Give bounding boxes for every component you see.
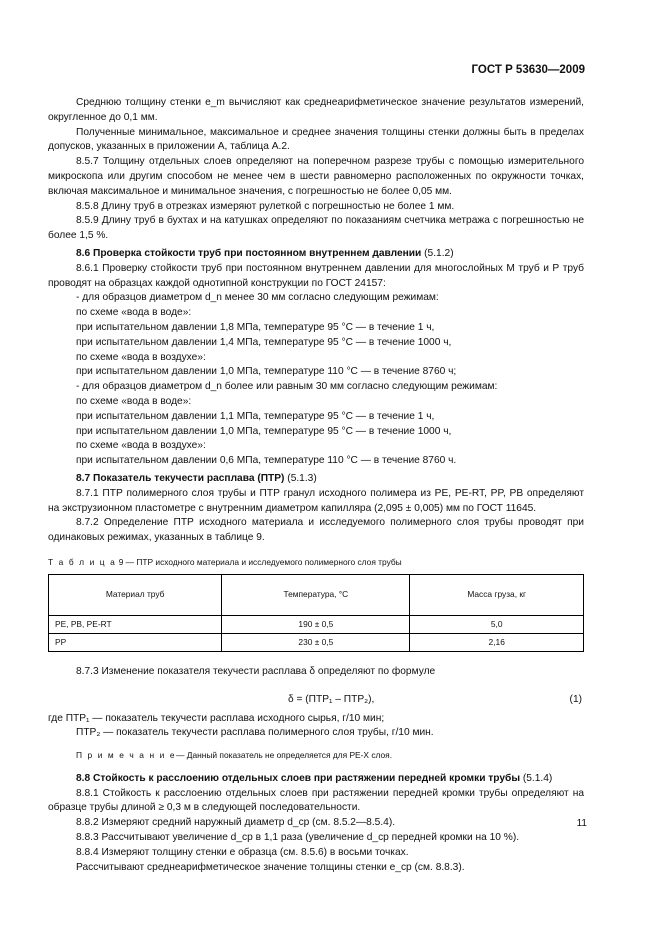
table-caption: Т а б л и ц а 9 — ПТР исходного материала и исследуемого полимерного слоя трубы bbox=[48, 556, 402, 567]
paragraph: - для образцов диаметром d_n менее 30 мм согласно следующим режимам: bbox=[76, 292, 439, 304]
paragraph: при испытательном давлении 1,4 МПа, температуре 95 °С — в течение 1000 ч, bbox=[76, 336, 452, 348]
section-heading-8-7: 8.7 Показатель текучести расплава (ПТР) (5.1.3) bbox=[76, 472, 317, 484]
paragraph: 8.5.7 Толщину отдельных слоев определяют на поперечном разрезе трубы с помощью измерительного микроскопа или другим способом не менее чем в шести равномерно расположенных по окружности точках, включая максимальное и минимальное значения, с погрешностью не более 0,05 мм. bbox=[48, 156, 584, 197]
paragraph: 8.5.8 Длину труб в отрезках измеряют рулеткой с погрешностью не более 1 мм. bbox=[76, 200, 455, 212]
paragraph: Полученные минимальное, максимальное и среднее значения толщины стенки должны быть в пределах допусков, указанных в приложении А, таблица А.2. bbox=[48, 126, 584, 153]
table-row: PP 230 ± 0,5 2,16 bbox=[49, 633, 584, 651]
paragraph: - для образцов диаметром d_n более или равным 30 мм согласно следующим режимам: bbox=[76, 381, 498, 393]
formula-expression: δ = (ПТР₁ – ПТР₂), bbox=[288, 693, 375, 705]
paragraph: по схеме «вода в воздухе»: bbox=[76, 440, 206, 452]
formula-legend: ПТР₂ — показатель текучести расплава полимерного слоя трубы, г/10 мин. bbox=[76, 727, 434, 739]
paragraph: 8.7.2 Определение ПТР исходного материала и исследуемого полимерного слоя трубы проводят при одинаковых режимах, указанных в таблице 9. bbox=[48, 517, 584, 544]
page-number: 11 bbox=[576, 818, 587, 829]
paragraph: по схеме «вода в воде»: bbox=[76, 395, 192, 407]
paragraph: при испытательном давлении 1,0 МПа, температуре 95 °С — в течение 1000 ч, bbox=[76, 425, 452, 437]
paragraph: при испытательном давлении 1,0 МПа, температуре 110 °С — в течение 8760 ч; bbox=[76, 366, 457, 378]
paragraph: по схеме «вода в воздухе»: bbox=[76, 351, 206, 363]
paragraph: при испытательном давлении 0,6 МПа, температуре 110 °С — в течение 8760 ч. bbox=[76, 455, 457, 467]
table-header: Масса груза, кг bbox=[410, 574, 584, 615]
table-9 bbox=[48, 574, 584, 652]
paragraph: 8.8.4 Измеряют толщину стенки e образца (см. 8.5.6) в восьми точках. bbox=[76, 846, 409, 858]
document-header: ГОСТ Р 53630—2009 bbox=[471, 64, 585, 76]
document-body bbox=[48, 96, 584, 875]
table-header: Температура, °С bbox=[222, 574, 410, 615]
formula-legend: где ПТР₁ — показатель текучести расплава исходного сырья, г/10 мин; bbox=[48, 712, 385, 724]
section-heading-8-8: 8.8 Стойкость к расслоению отдельных слоев при растяжении передней кромки трубы (5.1.4) bbox=[76, 772, 553, 784]
paragraph: при испытательном давлении 1,1 МПа, температуре 95 °С — в течение 1 ч, bbox=[76, 410, 435, 422]
paragraph: Рассчитывают среднеарифметическое значение толщины стенки e_ср (см. 8.8.3). bbox=[76, 861, 465, 873]
section-heading-8-6: 8.6 Проверка стойкости труб при постоянном внутреннем давлении (5.1.2) bbox=[76, 247, 454, 259]
paragraph: при испытательном давлении 1,8 МПа, температуре 95 °С — в течение 1 ч, bbox=[76, 321, 435, 333]
paragraph: 8.6.1 Проверку стойкости труб при постоянном внутреннем давлении для многослойных М труб и Р труб проводят на образцах каждой однотипной конструкции по ГОСТ 24157: bbox=[48, 262, 584, 289]
table-header: Материал труб bbox=[49, 574, 222, 615]
paragraph: 8.8.1 Стойкость к расслоению отдельных слоев при растяжении передней кромки трубы определяют на образце трубы длиной ≥ 0,3 м в следующей последовательности. bbox=[48, 787, 584, 814]
paragraph: 8.8.2 Измеряют средний наружный диаметр d_ср (см. 8.5.2—8.5.4). bbox=[76, 817, 396, 829]
paragraph: 8.7.3 Изменение показателя текучести расплава δ определяют по формуле bbox=[76, 665, 436, 677]
formula bbox=[48, 688, 584, 712]
table-row: PE, PB, PE-RT 190 ± 0,5 5,0 bbox=[49, 615, 584, 633]
paragraph: 8.7.1 ПТР полимерного слоя трубы и ПТР гранул исходного полимера из PE, PE-RT, PP, PB определяют на экструзионном пластометре с внутренним диаметром капилляра (2,095 ± 0,005) мм по ГОСТ 11645. bbox=[48, 487, 584, 514]
note: П р и м е ч а н и е— Данный показатель не определяется для PE-X слоя. bbox=[76, 750, 393, 761]
paragraph: по схеме «вода в воде»: bbox=[76, 307, 192, 319]
paragraph: 8.5.9 Длину труб в бухтах и на катушках определяют по показаниям счетчика метража с погрешностью не более 1,5 %. bbox=[48, 215, 584, 242]
paragraph: 8.8.3 Рассчитывают увеличение d_ср в 1,1 раза (увеличение d_ср передней кромки на 10 %). bbox=[76, 832, 520, 844]
formula-number: (1) bbox=[569, 693, 582, 705]
paragraph: Среднюю толщину стенки e_m вычисляют как среднеарифметическое значение результатов измерений, округленное до 0,1 мм. bbox=[48, 97, 584, 123]
